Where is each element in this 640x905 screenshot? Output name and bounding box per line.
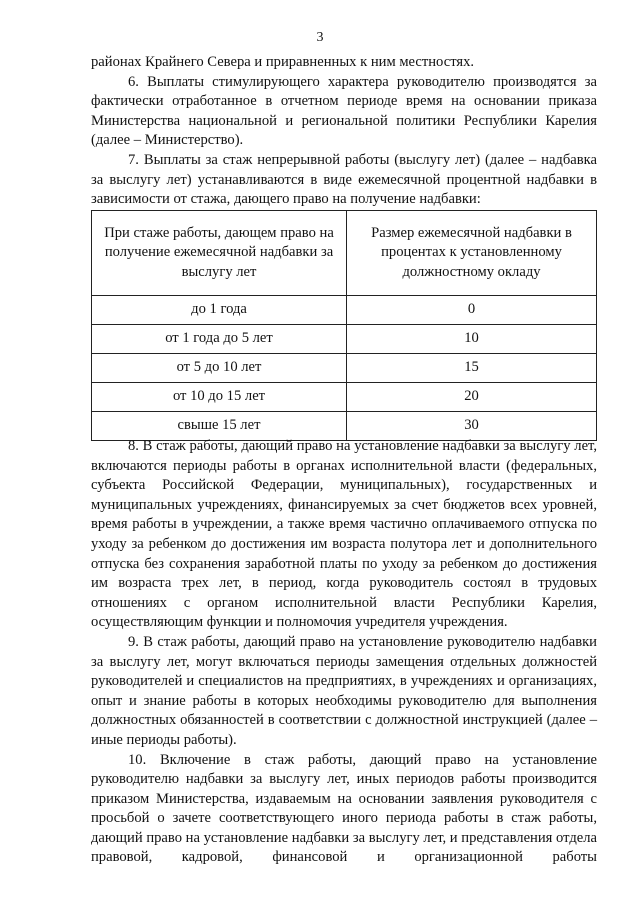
cell-period: от 5 до 10 лет [92,354,347,383]
paragraph-7: 7. Выплаты за стаж непрерывной работы (выслугу лет) (далее – надбавка за выслугу лет) устанавливаются в виде ежемесячной процентной надбавки в зависимости от стажа, дающего право на получение надбавки: [91,151,597,208]
cell-percent: 20 [347,383,597,412]
header-work-experience: При стаже работы, дающем право на получение ежемесячной надбавки за выслугу лет [92,211,347,296]
paragraph-9: 9. В стаж работы, дающий право на установление руководителю надбавки за выслугу лет, могут включаться периоды замещения отдельных должностей руководителей и специалистов на предприятиях, в учреждениях и организациях, опыт и знание работы в которых необходимы руководителю для выполнения должностных обязанностей в соответствии с должностной инструкцией (далее – иные периоды работы). [91,633,597,748]
table-header-row [92,211,597,296]
paragraph-continuation: районах Крайнего Севера и приравненных к ним местностях. [91,54,475,70]
header-bonus-percent: Размер ежемесячной надбавки в процентах к установленному должностному окладу [347,211,597,296]
cell-period: от 10 до 15 лет [92,383,347,412]
cell-period: свыше 15 лет [92,412,347,441]
cell-percent: 30 [347,412,597,441]
paragraph-6: 6. Выплаты стимулирующего характера руководителю производятся за фактически отработанное в отчетном периоде время на основании приказа Министерства национальной и региональной политики Республики Карелия (далее – Министерство). [91,73,597,149]
document-text-top [91,53,597,210]
seniority-bonus-table [91,210,597,441]
document-text-bottom [91,437,597,868]
paragraph-8: 8. В стаж работы, дающий право на установление надбавки за выслугу лет, включаются периоды работы в органах исполнительной власти (федеральных, субъекта Российской Федерации, муниципальных), государственных и муниципальных учреждениях, финансируемых за счет бюджетов всех уровней, время работы в учреждении, а также время частично оплачиваемого отпуска по уходу за ребенком до достижения им возраста полутора лет и дополнительного отпуска без сохранения заработной платы по уходу за ребенком до достижения им возраста трех лет, в период, когда руководитель состоял в трудовых отношениях с органом исполнительной власти Республики Карелия, осуществляющим функции и полномочия учредителя учреждения. [91,438,597,631]
table-row [92,325,597,354]
cell-percent: 10 [347,325,597,354]
cell-period: от 1 года до 5 лет [92,325,347,354]
page-number: 3 [316,30,324,45]
table-row [92,354,597,383]
table-row [92,296,597,325]
cell-percent: 15 [347,354,597,383]
paragraph-10: 10. Включение в стаж работы, дающий право на установление руководителю надбавки за выслугу лет, иных периодов работы производится приказом Министерства, издаваемым на основании заявления руководителя с просьбой о зачете соответствующего иного периода работы в стаж работы, дающий право на установление надбавки за выслугу лет, и представления отдела правовой, кадровой, финансовой и организационной работы [91,751,597,866]
cell-percent: 0 [347,296,597,325]
cell-period: до 1 года [92,296,347,325]
table-row [92,383,597,412]
